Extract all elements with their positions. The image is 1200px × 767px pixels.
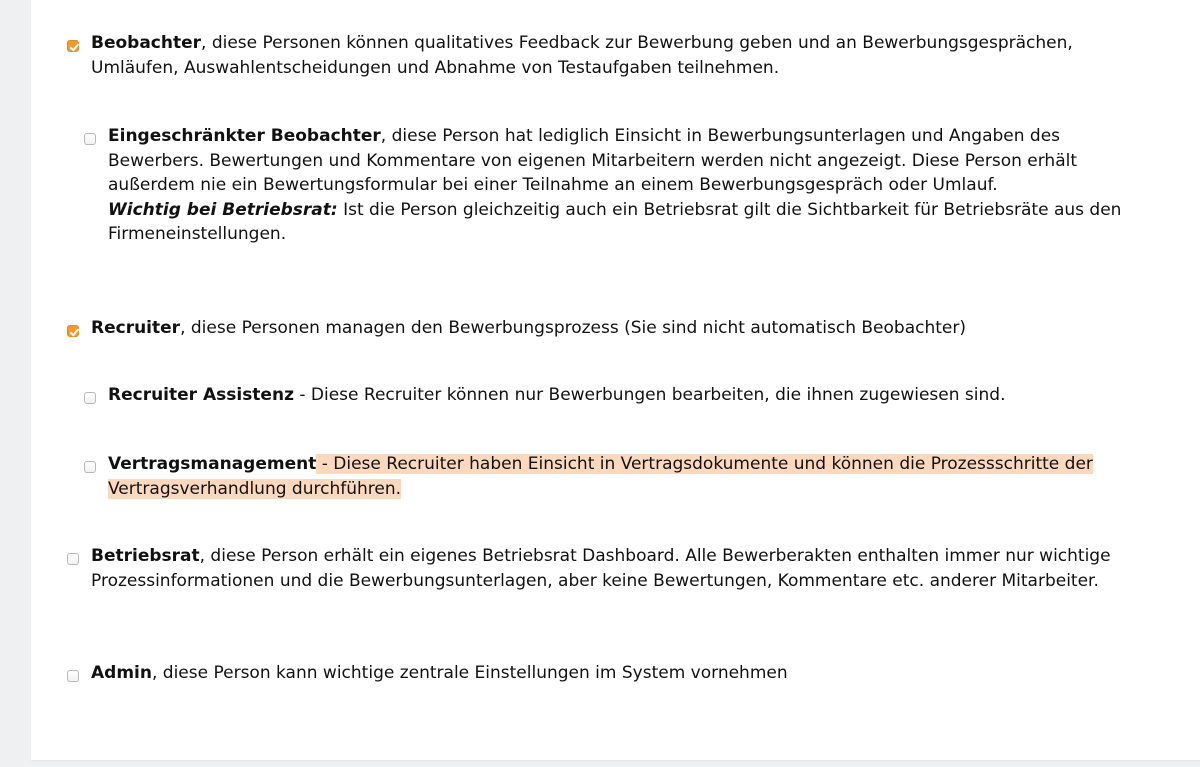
highlighted-text: - Diese Recruiter haben Einsicht in Vertragsdokumente und können die Prozessschritte der Vertragsverhandlung durchführen.: [108, 454, 1093, 499]
betriebsrat-checkbox[interactable]: [67, 553, 79, 565]
recruiter-assistenz-description: [108, 383, 1153, 408]
recruiter-description: [91, 316, 1151, 341]
role-text: , diese Person erhält ein eigenes Betriebsrat Dashboard. Alle Bewerberakten enthalten immer nur wichtige Prozessinformationen und die Bewerbungsunterlagen, aber keine Bewertungen, Kommentare etc. anderer Mitarbeiter.: [91, 546, 1111, 591]
role-text: - Diese Recruiter können nur Bewerbungen bearbeiten, die ihnen zugewiesen sind.: [293, 385, 1006, 405]
admin-checkbox[interactable]: [67, 670, 79, 682]
note-label: Wichtig bei Betriebsrat:: [108, 199, 338, 220]
beobachter-description: [91, 31, 1151, 80]
vertragsmanagement-checkbox[interactable]: [84, 461, 96, 473]
admin-description: [91, 661, 1151, 686]
role-text: , diese Personen managen den Bewerbungsprozess (Sie sind nicht automatisch Beobachter): [180, 318, 966, 338]
vertragsmanagement-description: [108, 452, 1153, 501]
role-name: Betriebsrat: [91, 546, 200, 566]
eingeschraenkter-beobachter-description: [108, 124, 1153, 247]
beobachter-checkbox[interactable]: [67, 40, 79, 52]
recruiter-checkbox[interactable]: [67, 325, 79, 337]
eingeschraenkter-beobachter-checkbox[interactable]: [84, 133, 96, 145]
role-name: Recruiter: [91, 318, 181, 338]
role-name: Vertragsmanagement: [108, 454, 317, 474]
note-text: Ist die Person gleichzeitig auch ein Betriebsrat gilt die Sichtbarkeit für Betriebsräte aus den Firmeneinstellungen.: [108, 199, 1122, 244]
recruiter-assistenz-checkbox[interactable]: [84, 392, 96, 404]
role-name: Admin: [91, 663, 152, 683]
role-name: Recruiter Assistenz: [108, 385, 294, 405]
role-text: , diese Person hat lediglich Einsicht in Bewerbungsunterlagen und Angaben des Bewerbers. Bewertungen und Kommentare von eigenen Mitarbeitern werden nicht angezeigt. Diese Person erhält außerdem nie ein Bewertungsformular bei einer Teilnahme an einem Bewerbungsgespräch oder Umlauf.: [108, 126, 1077, 195]
role-text: , diese Personen können qualitatives Feedback zur Bewerbung geben und an Bewerbungsgesprächen, Umläufen, Auswahlentscheidungen und Abnahme von Testaufgaben teilnehmen.: [91, 33, 1073, 78]
role-name: Eingeschränkter Beobachter: [108, 126, 381, 146]
role-settings-panel: [31, 0, 1200, 760]
betriebsrat-description: [91, 544, 1151, 593]
role-text: , diese Person kann wichtige zentrale Einstellungen im System vornehmen: [151, 663, 788, 683]
role-name: Beobachter: [91, 33, 202, 53]
